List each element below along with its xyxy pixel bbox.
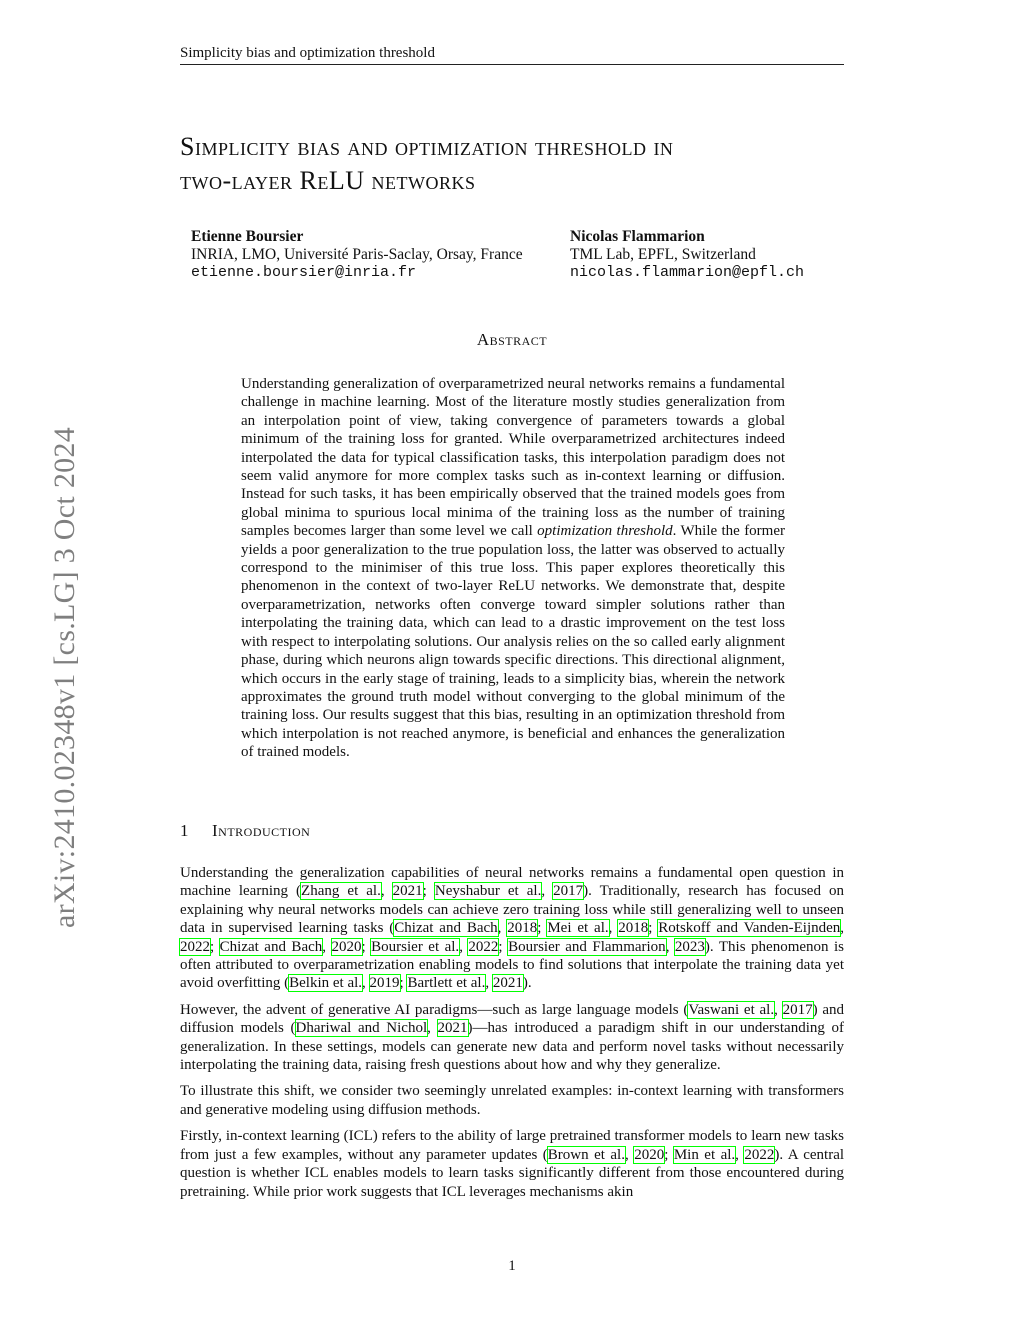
paragraph-text: ,	[485, 975, 493, 992]
citation-link[interactable]: 2022	[744, 1146, 775, 1163]
citation-link[interactable]: 2021	[437, 1020, 468, 1037]
author-name: Nicolas Flammarion	[570, 228, 705, 245]
paragraph	[180, 1082, 844, 1119]
paragraph-text: ). This phenomenon is often attributed to overparametrization enabling models to find solutions that interpolate the training data yet avoid overfitting (	[180, 938, 845, 992]
citation-link[interactable]: 2020	[634, 1146, 665, 1163]
paragraph-text: ;	[498, 938, 509, 955]
citation-link[interactable]: 2021	[492, 975, 523, 992]
paragraph-text: ,	[380, 883, 393, 900]
arxiv-stamp: arXiv:2410.02348v1 [cs.LG] 3 Oct 2024	[48, 426, 81, 928]
running-title: Simplicity bias and optimization threshold	[180, 45, 435, 61]
citation-link[interactable]: Mei et al.	[547, 920, 609, 937]
paragraph-text: ;	[422, 883, 435, 900]
section-heading	[180, 821, 310, 841]
citation-link[interactable]: Bartlett et al.	[407, 975, 486, 992]
citation-link[interactable]: 2018	[618, 920, 649, 937]
abstract-text-after: . While the former yields a poor generalization to the true population loss, the latter was observed to actually correspond to the minimiser of this true loss. This paper explores theoretically this phenomenon in the context of two-layer ReLU networks. We demonstrate that, despite overparametrization, networks often converge toward simpler solutions rather than interpolating the training data, which can lead to a drastic improvement on the test loss with respect to interpolating solutions. Our analysis relies on the so called early alignment phase, during which neurons align towards specific directions. This directional alignment, which occurs in the early stage of training, leads to a simplicity bias, wherein the network approximates the ground truth model without converging to the global minimum of the training loss. Our results suggest that this bias, resulting in an optimization threshold from which interpolation is not reached anymore, is beneficial and enhances the generalization of trained models.	[241, 523, 785, 761]
citation-link[interactable]: 2022	[468, 938, 499, 955]
paragraph-text: ,	[608, 920, 619, 937]
citation-link[interactable]: 2021	[392, 883, 423, 900]
author-affiliation: TML Lab, EPFL, Switzerland	[570, 246, 756, 263]
author-email[interactable]: nicolas.flammarion@epfl.ch	[570, 264, 805, 281]
citation-link[interactable]: Chizat and Bach	[394, 920, 498, 937]
paragraph-text: ;	[648, 920, 659, 937]
paragraph	[180, 864, 844, 993]
paragraph-text: ,	[624, 1146, 635, 1163]
abstract-heading: Abstract	[476, 330, 548, 349]
paragraph	[180, 1001, 844, 1075]
paragraph	[180, 1127, 844, 1201]
paragraph-text: Understanding the generalization capabilities of neural networks remains a fundamental open question in machine learning (	[180, 865, 844, 900]
citation-link[interactable]: 2022	[180, 938, 210, 955]
paragraph-text: To illustrate this shift, we consider two seemingly unrelated examples: in-context learning with transformers and generative modeling using diffusion methods.	[180, 1083, 844, 1118]
title-line-1: Simplicity bias and optimization threshold in	[180, 132, 674, 161]
paragraph-text: Firstly, in-context learning (ICL) refers to the ability of large pretrained transformer models to learn new tasks from just a few examples, without any parameter updates (	[180, 1128, 844, 1163]
paragraph-text: ,	[840, 920, 845, 937]
citation-link[interactable]: Boursier and Flammarion	[508, 938, 666, 955]
author-block	[570, 228, 804, 282]
citation-link[interactable]: Dhariwal and Nichol	[295, 1020, 428, 1037]
paragraph-text: ,	[427, 1020, 438, 1037]
paragraph-text: ;	[361, 938, 372, 955]
citation-link[interactable]: 2023	[674, 938, 705, 955]
author-name: Etienne Boursier	[191, 228, 304, 245]
author-email[interactable]: etienne.boursier@inria.fr	[191, 264, 417, 281]
abstract-text-before: Understanding generalization of overparametrized neural networks remains a fundamental challenge in machine learning. Most of the literature mostly studies generalization from an interpolation point of view, taking convergence of parameters towards a global minimum of the training loss for granted. While overparametrized architectures indeed interpolated the data for typical classification tasks, this interpolation paradigm does not seem valid anymore for more complex tasks such as in-context learning or diffusion. Instead for such tasks, it has been empirically observed that the trained models goes from global minima to spurious local minima of the training loss as the number of training samples becomes larger than some level we call	[241, 376, 785, 540]
paragraph-text: ,	[541, 883, 554, 900]
paragraph-text: ,	[322, 938, 332, 955]
citation-link[interactable]: 2017	[553, 883, 584, 900]
section-number: 1	[180, 821, 189, 840]
citation-link[interactable]: 2017	[782, 1001, 813, 1018]
paragraph-text: ;	[537, 920, 548, 937]
paragraph-text: ).	[522, 975, 532, 992]
abstract-text	[241, 375, 785, 762]
paragraph-text: ,	[497, 920, 508, 937]
paragraph-text: ,	[774, 1001, 783, 1018]
page-number: 1	[508, 1258, 516, 1274]
abstract-emphasis: optimization threshold	[537, 523, 673, 540]
paragraph-text: However, the advent of generative AI paradigms—such as large language models (	[180, 1001, 689, 1018]
citation-link[interactable]: Rotskoff and Vanden-Eijnden	[658, 920, 841, 937]
citation-link[interactable]: Min et al.	[673, 1146, 736, 1163]
paragraph-text: ,	[665, 938, 675, 955]
author-block	[191, 228, 523, 282]
citation-link[interactable]: 2019	[369, 975, 400, 992]
introduction-body	[180, 864, 844, 1209]
author-affiliation: INRIA, LMO, Université Paris-Saclay, Orsay, France	[191, 246, 523, 263]
paragraph-text: ,	[362, 975, 370, 992]
citation-link[interactable]: Brown et al.	[547, 1146, 625, 1163]
paragraph-text: ;	[399, 975, 408, 992]
paper-title	[180, 130, 860, 198]
section-title: Introduction	[212, 821, 311, 840]
citation-link[interactable]: Vaswani et al.	[688, 1001, 775, 1018]
paragraph-text: ). Traditionally, research has focused on explaining why neural networks models can achieve zero training loss while still generalizing well to unseen data in supervised learning tasks (	[180, 883, 844, 937]
citation-link[interactable]: 2018	[507, 920, 538, 937]
header-rule	[180, 64, 844, 65]
paragraph-text: ;	[664, 1146, 674, 1163]
paragraph-text: )—has introduced a paradigm shift in our understanding of generalization. In these settings, models can generate new data and perform novel tasks without necessarily interpolating the training data, raising fresh questions about how and why they generalize.	[180, 1020, 845, 1074]
citation-link[interactable]: 2020	[331, 938, 362, 955]
citation-link[interactable]: Neyshabur et al.	[434, 883, 542, 900]
citation-link[interactable]: Boursier et al.	[371, 938, 460, 955]
paragraph-text: ,	[735, 1146, 745, 1163]
citation-link[interactable]: Zhang et al.	[301, 883, 381, 900]
paragraph-text: ). A central question is whether ICL enables models to learn tasks significantly different from those encountered during pretraining. While prior work suggests that ICL leverages mechanisms akin	[180, 1146, 845, 1200]
citation-link[interactable]: Belkin et al.	[289, 975, 363, 992]
paragraph-text: ,	[459, 938, 469, 955]
citation-link[interactable]: Chizat and Bach	[219, 938, 323, 955]
title-line-2: two-layer ReLU networks	[180, 166, 476, 195]
paragraph-text: ;	[210, 938, 220, 955]
paragraph-text: ) and diffusion models (	[180, 1001, 845, 1037]
